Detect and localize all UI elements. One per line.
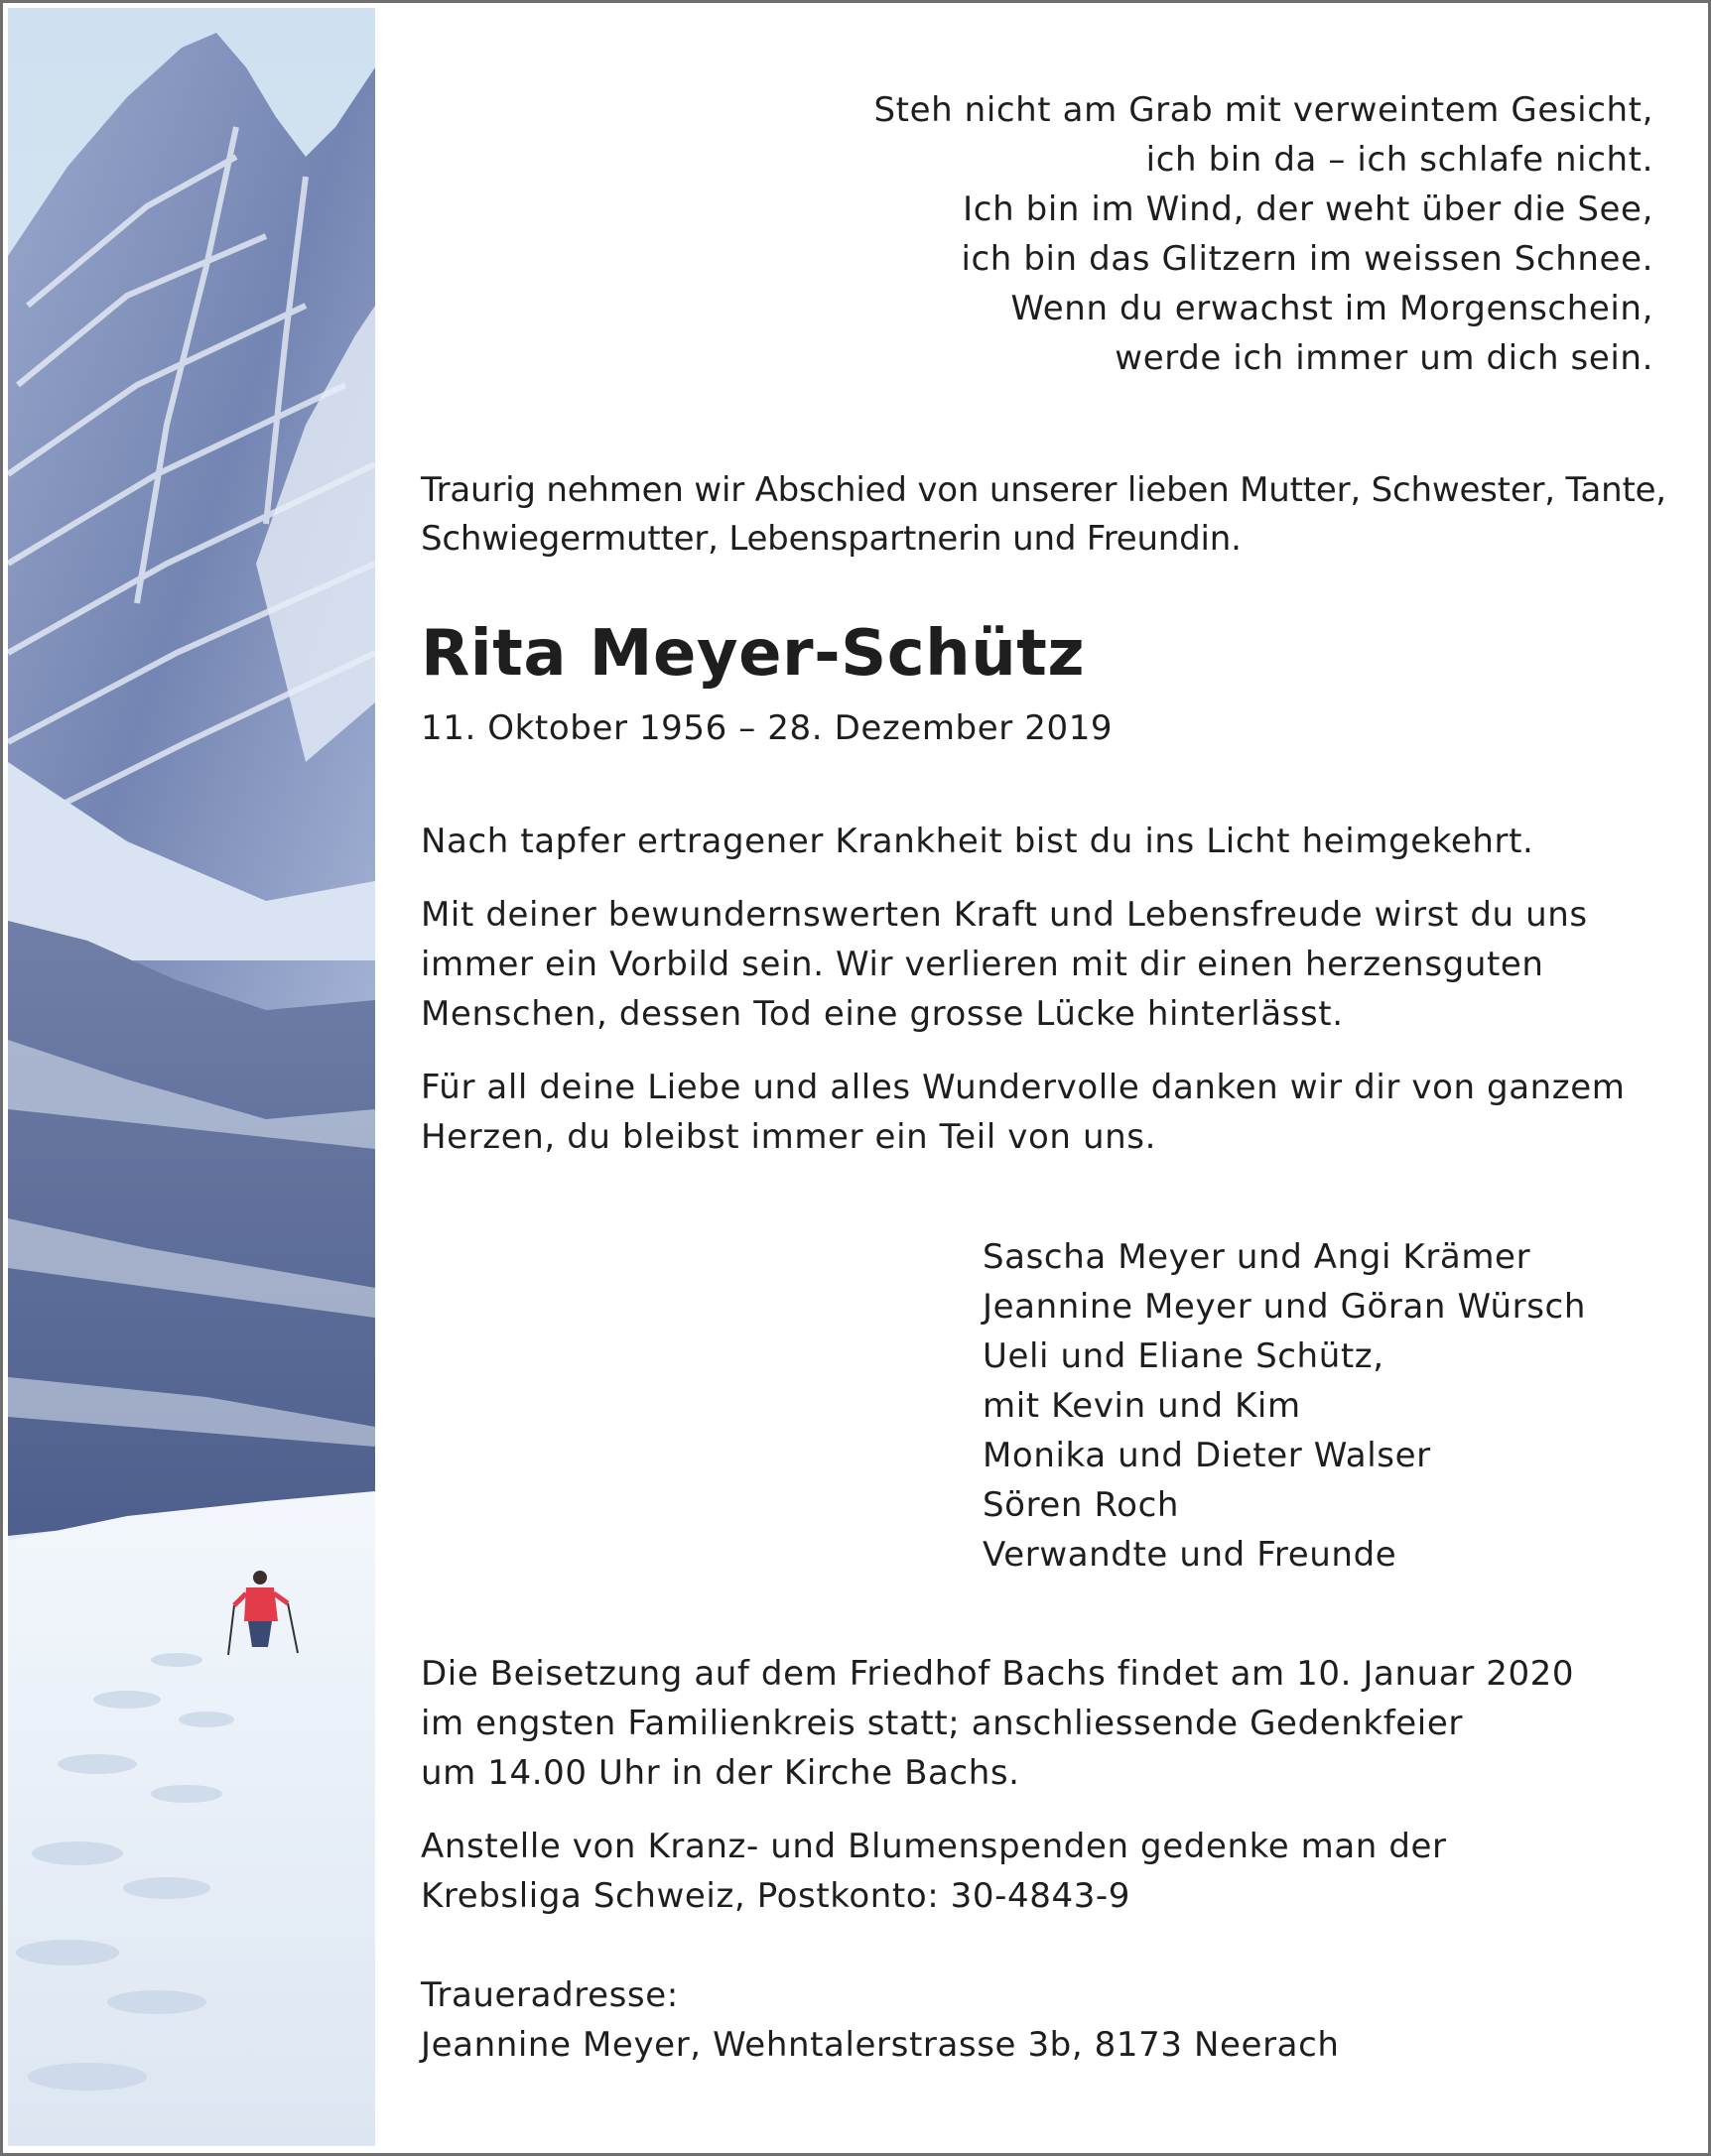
paragraph-line: im engsten Familienkreis statt; anschliessende Gedenkfeier bbox=[421, 1704, 1463, 1743]
mourner: Monika und Dieter Walser bbox=[983, 1436, 1431, 1475]
paragraph-line: immer ein Vorbild sein. Wir verlieren mit dir einen herzensguten bbox=[421, 945, 1544, 984]
paragraph-thanks bbox=[421, 1063, 1625, 1162]
mourner: Verwandte und Freunde bbox=[983, 1535, 1397, 1575]
paragraph-line: Für all deine Liebe und alles Wundervolle danken wir dir von ganzem bbox=[421, 1068, 1626, 1107]
poem-line: Ich bin im Wind, der weht über die See, bbox=[963, 190, 1653, 229]
paragraph-line: Krebsliga Schweiz, Postkonto: 30-4843-9 bbox=[421, 1876, 1131, 1916]
paragraph-line: Herzen, du bleibst immer ein Teil von uns. bbox=[421, 1117, 1156, 1157]
poem-line: Steh nicht am Grab mit verweintem Gesicht, bbox=[873, 90, 1653, 130]
paragraph-line: Nach tapfer ertragener Krankheit bist du ins Licht heimgekehrt. bbox=[421, 822, 1534, 861]
mourner: mit Kevin und Kim bbox=[983, 1386, 1301, 1426]
snow-field bbox=[8, 1491, 375, 2146]
address-value: Jeannine Meyer, Wehntalerstrasse 3b, 8173 Neerach bbox=[421, 2025, 1340, 2065]
intro-line: Schwiegermutter, Lebenspartnerin und Freundin. bbox=[421, 519, 1242, 559]
mourner: Sascha Meyer und Angi Krämer bbox=[983, 1237, 1531, 1277]
poem-line: ich bin da – ich schlafe nicht. bbox=[1145, 140, 1653, 180]
mountain-illustration bbox=[8, 8, 375, 2146]
poem-line: Wenn du erwachst im Morgenschein, bbox=[1010, 289, 1653, 328]
deceased-name: Rita Meyer-Schütz bbox=[421, 617, 1086, 691]
address-label: Traueradresse: bbox=[421, 1975, 679, 2015]
mourner: Jeannine Meyer und Göran Würsch bbox=[983, 1287, 1586, 1327]
life-dates: 11. Oktober 1956 – 28. Dezember 2019 bbox=[421, 708, 1114, 748]
donation-info bbox=[421, 1822, 1447, 1921]
intro-line: Traurig nehmen wir Abschied von unserer lieben Mutter, Schwester, Tante, bbox=[421, 470, 1666, 510]
paragraph-line: Menschen, dessen Tod eine grosse Lücke hinterlässt. bbox=[421, 994, 1344, 1034]
paragraph-illness bbox=[421, 817, 1533, 866]
poem bbox=[873, 85, 1653, 383]
forest bbox=[8, 921, 375, 1536]
mourning-address bbox=[421, 1970, 1340, 2070]
mountain-photo bbox=[8, 8, 375, 2146]
poem-line: ich bin das Glitzern im weissen Schnee. bbox=[961, 239, 1653, 279]
paragraph-line: Die Beisetzung auf dem Friedhof Bachs findet am 10. Januar 2020 bbox=[421, 1654, 1575, 1694]
mourner: Sören Roch bbox=[983, 1485, 1180, 1525]
funeral-info bbox=[421, 1649, 1574, 1798]
poem-line: werde ich immer um dich sein. bbox=[1115, 338, 1653, 378]
obituary-text bbox=[421, 0, 1671, 2156]
intro-text bbox=[421, 466, 1671, 564]
paragraph-line: um 14.00 Uhr in der Kirche Bachs. bbox=[421, 1753, 1020, 1793]
mourners-list bbox=[983, 1232, 1586, 1580]
paragraph-line: Anstelle von Kranz- und Blumenspenden gedenke man der bbox=[421, 1827, 1447, 1866]
mourner: Ueli und Eliane Schütz, bbox=[983, 1336, 1384, 1376]
paragraph-line: Mit deiner bewundernswerten Kraft und Lebensfreude wirst du uns bbox=[421, 895, 1588, 935]
paragraph-role-model bbox=[421, 890, 1588, 1039]
